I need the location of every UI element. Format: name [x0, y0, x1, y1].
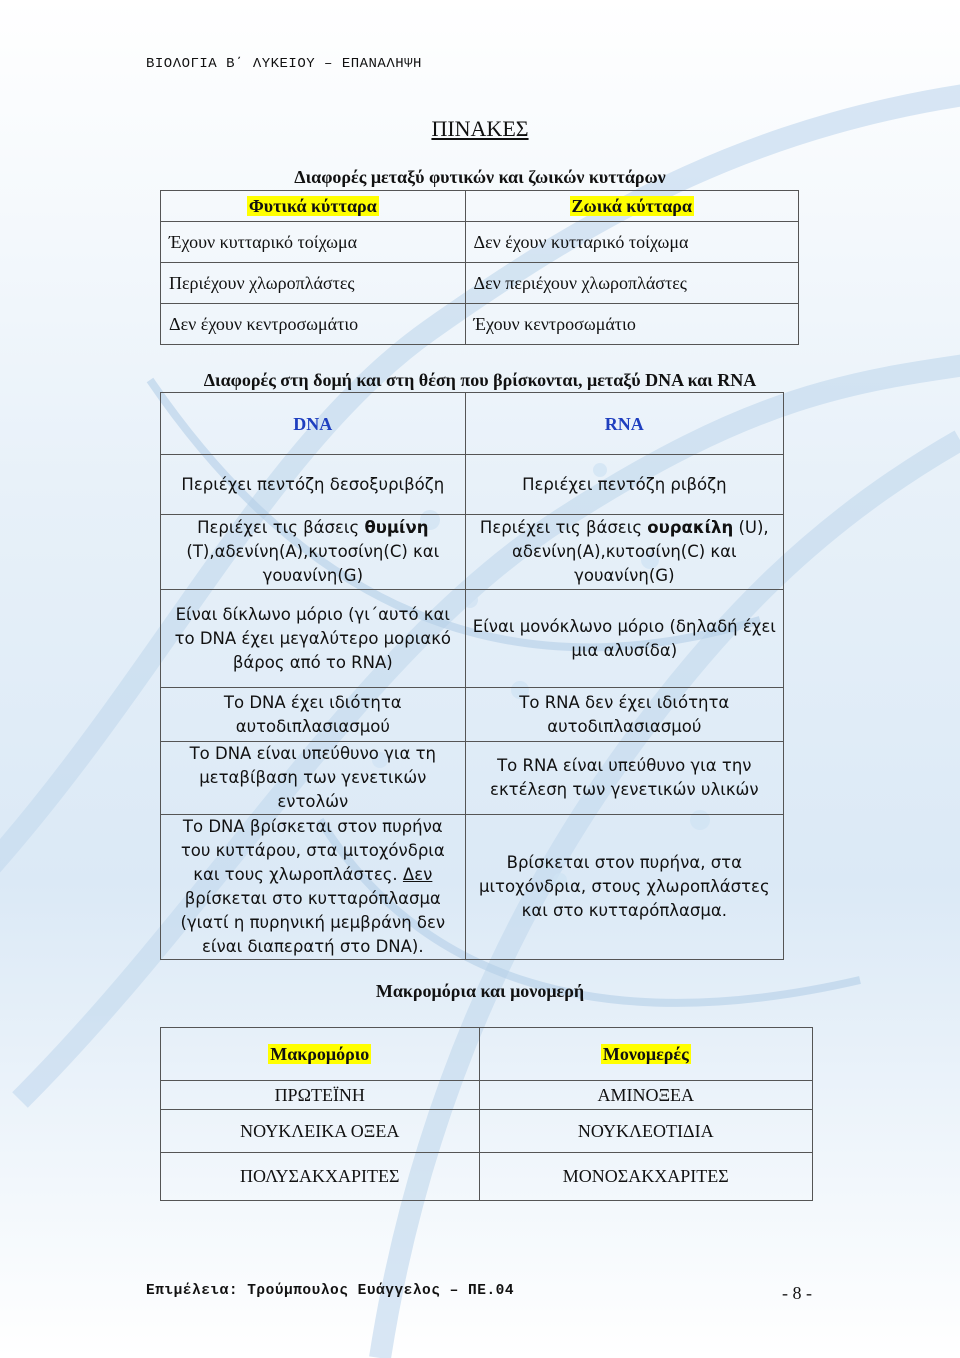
animal-cell: Δεν περιέχουν χλωροπλάστες — [465, 263, 798, 304]
table-row — [161, 1153, 813, 1201]
table-row — [161, 815, 784, 960]
rna-cell: Είναι μονόκλωνο μόριο (δηλαδή έχει μια αλυσίδα) — [465, 590, 783, 688]
page-number: - 8 - — [782, 1283, 812, 1303]
table-row — [161, 263, 799, 304]
dna-header: DNA — [161, 393, 466, 455]
page-header: ΒΙΟΛΟΓΙΑ Β΄ ΛΥΚΕΙΟΥ – ΕΠΑΝΑΛΗΨΗ — [146, 56, 422, 72]
dna-cell: Το DNA είναι υπεύθυνο για τη μεταβίβαση των γενετικών εντολών — [161, 742, 466, 815]
macromolecules-section-title: Μακρομόρια και μονομερή — [375, 981, 585, 1001]
rna-cell: Το RNA δεν έχει ιδιότητα αυτοδιπλασιασμού — [465, 688, 783, 742]
plant-cells-header: Φυτικά κύτταρα — [161, 191, 466, 222]
rna-cell: Περιέχει πεντόζη ριβόζη — [465, 455, 783, 515]
rna-cell: Το RNA είναι υπεύθυνο για την εκτέλεση των γενετικών υλικών — [465, 742, 783, 815]
plant-animal-section-title: Διαφορές μεταξύ φυτικών και ζωικών κυττάρων — [294, 167, 666, 187]
dna-cell: Περιέχει πεντόζη δεσοξυριβόζη — [161, 455, 466, 515]
macromolecule-cell: ΠΡΩΤΕΪΝΗ — [161, 1081, 480, 1110]
macromolecule-cell: ΝΟΥΚΛΕΙΚΑ ΟΞΕΑ — [161, 1110, 480, 1153]
dna-cell: Το DNA βρίσκεται στον πυρήνα του κυττάρου, στα μιτοχόνδρια και τους χλωροπλάστες. Δεν βρίσκεται στο κυτταρόπλασμα (γιατί η πυρηνική μεμβράνη δεν είναι διαπερατή στο DNA). — [161, 815, 466, 960]
animal-cell: Έχουν κεντροσωμάτιο — [465, 304, 798, 345]
rna-cell: Περιέχει τις βάσεις ουρακίλη (U), αδενίνη(Α),κυτοσίνη(C) και γουανίνη(G) — [465, 515, 783, 590]
table-row — [161, 1081, 813, 1110]
table-row — [161, 304, 799, 345]
table-row — [161, 688, 784, 742]
monomer-header: Μονομερές — [479, 1028, 813, 1081]
macromolecules-table — [160, 1027, 813, 1201]
footer-author: Επιμέλεια: Τρούμπουλος Ευάγγελος – ΠΕ.04 — [146, 1283, 515, 1299]
table-header-row — [161, 393, 784, 455]
macromolecule-header: Μακρομόριο — [161, 1028, 480, 1081]
macromolecule-cell: ΠΟΛΥΣΑΚΧΑΡΙΤΕΣ — [161, 1153, 480, 1201]
plant-cell: Δεν έχουν κεντροσωμάτιο — [161, 304, 466, 345]
monomer-cell: ΜΟΝΟΣΑΚΧΑΡΙΤΕΣ — [479, 1153, 813, 1201]
table-header-row — [161, 1028, 813, 1081]
animal-cells-header: Ζωικά κύτταρα — [465, 191, 798, 222]
table-row — [161, 515, 784, 590]
table-row — [161, 742, 784, 815]
dna-rna-section-title: Διαφορές στη δομή και στη θέση που βρίσκονται, μεταξύ DNA και RNA — [203, 370, 757, 390]
dna-cell: Το DNA έχει ιδιότητα αυτοδιπλασιασμού — [161, 688, 466, 742]
table-row — [161, 455, 784, 515]
animal-cell: Δεν έχουν κυτταρικό τοίχωμα — [465, 222, 798, 263]
plant-cell: Έχουν κυτταρικό τοίχωμα — [161, 222, 466, 263]
monomer-cell: ΝΟΥΚΛΕΟΤΙΔΙΑ — [479, 1110, 813, 1153]
table-row — [161, 590, 784, 688]
monomer-cell: ΑΜΙΝΟΞΕΑ — [479, 1081, 813, 1110]
rna-cell: Βρίσκεται στον πυρήνα, στα μιτοχόνδρια, στους χλωροπλάστες και στο κυτταρόπλασμα. — [465, 815, 783, 960]
plant-cell: Περιέχουν χλωροπλάστες — [161, 263, 466, 304]
table-row — [161, 222, 799, 263]
table-header-row — [161, 191, 799, 222]
rna-header: RNA — [465, 393, 783, 455]
page-title: ΠΙΝΑΚΕΣ — [431, 116, 529, 141]
table-row — [161, 1110, 813, 1153]
dna-cell: Περιέχει τις βάσεις θυμίνη (T),αδενίνη(Α),κυτοσίνη(C) και γουανίνη(G) — [161, 515, 466, 590]
dna-cell: Είναι δίκλωνο μόριο (γι΄αυτό και το DNA έχει μεγαλύτερο μοριακό βάρος από το RNA) — [161, 590, 466, 688]
dna-rna-table — [160, 392, 784, 960]
plant-animal-table — [160, 190, 799, 345]
